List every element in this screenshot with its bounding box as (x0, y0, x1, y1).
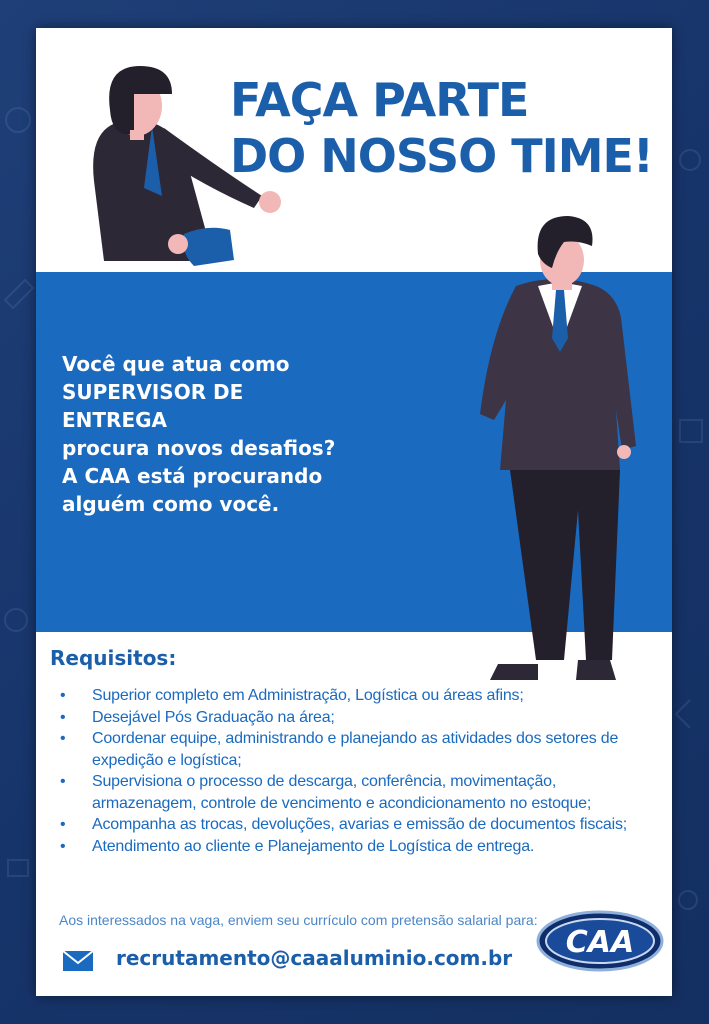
caa-logo (536, 910, 664, 972)
headline-line-2: DO NOSSO TIME! (230, 129, 653, 183)
man-illustration (476, 216, 646, 696)
application-note: Aos interessados na vaga, enviem seu currículo com pretensão salarial para: (59, 912, 538, 928)
requirement-item: • Coordenar equipe, administrando e planejando as atividades dos setores de expedição e logística; (56, 728, 656, 771)
requirements-list (56, 685, 656, 857)
requirement-item: • Supervisiona o processo de descarga, conferência, movimentação, armazenagem, controle de vencimento e acondicionamento no estoque; (56, 771, 656, 814)
logo-text: CAA (565, 925, 635, 960)
job-poster-card (36, 28, 672, 996)
intro-line: ENTREGA (62, 408, 167, 432)
intro-line: procura novos desafios? (62, 436, 336, 460)
headline-line-1: FAÇA PARTE (230, 73, 529, 127)
intro-text (62, 350, 392, 518)
intro-line: Você que atua como (62, 352, 290, 376)
requirement-item: • Superior completo em Administração, Logística ou áreas afins; (56, 685, 656, 707)
contact-email-link[interactable]: recrutamento@caaaluminio.com.br (116, 946, 513, 970)
requirement-item: • Atendimento ao cliente e Planejamento de Logística de entrega. (56, 836, 656, 858)
intro-line: SUPERVISOR DE (62, 380, 244, 404)
requirement-item: • Desejável Pós Graduação na área; (56, 707, 656, 729)
mail-icon (62, 950, 94, 972)
intro-line: alguém como você. (62, 492, 280, 516)
intro-line: A CAA está procurando (62, 464, 323, 488)
requirement-item: • Acompanha as trocas, devoluções, avarias e emissão de documentos fiscais; (56, 814, 656, 836)
headline (230, 72, 653, 184)
requirements-title: Requisitos: (50, 646, 177, 670)
